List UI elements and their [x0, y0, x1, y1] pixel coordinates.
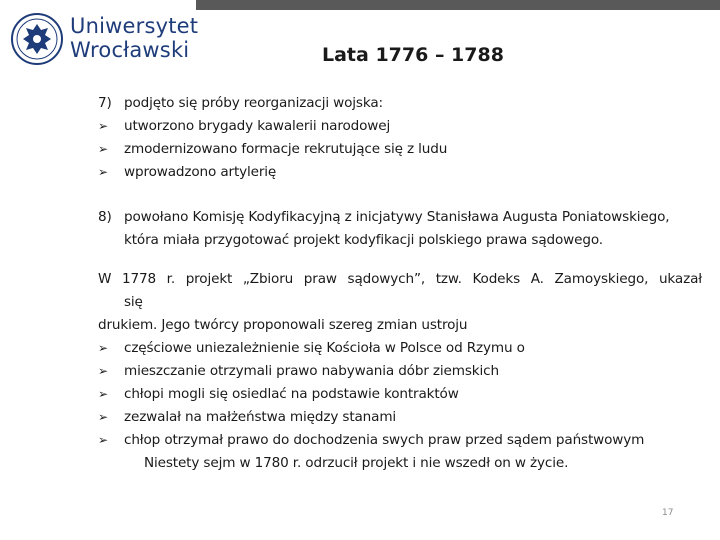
- intro-word: A.: [530, 271, 544, 287]
- section-7-heading: [98, 92, 702, 115]
- arrow-bullet-icon: ➢: [98, 387, 108, 401]
- slide-header: [0, 0, 720, 82]
- section-8: [98, 206, 702, 252]
- list-item: [98, 161, 702, 184]
- bullet-text: wprowadzono artylerię: [124, 164, 277, 180]
- list-item: [98, 138, 702, 161]
- intro-word: projekt: [185, 271, 233, 287]
- intro-word: W: [98, 271, 112, 287]
- section-7-text: podjęto się próby reorganizacji wojska:: [124, 95, 383, 111]
- arrow-bullet-icon: ➢: [98, 119, 108, 133]
- arrow-bullet-icon: ➢: [98, 433, 108, 447]
- intro-word: praw: [303, 271, 337, 287]
- slide-title: Lata 1776 – 1788: [322, 44, 504, 66]
- arrow-bullet-icon: ➢: [98, 165, 108, 179]
- bullet-text: mieszczanie otrzymali prawo nabywania dóbr ziemskich: [124, 363, 499, 379]
- bullet-text: zezwalał na małżeństwa między stanami: [124, 409, 397, 425]
- university-logo: [10, 12, 199, 66]
- bullet-text: utworzono brygady kawalerii narodowej: [124, 118, 391, 134]
- intro-word: 1778: [121, 271, 156, 287]
- bullet-text: częściowe uniezależnienie się Kościoła w Polsce od Rzymu o: [124, 340, 525, 356]
- intro-word: sądowych”,: [347, 271, 426, 287]
- bullet-text: zmodernizowano formacje rekrutujące się z ludu: [124, 141, 448, 157]
- logo-line-1: Uniwersytet: [70, 14, 199, 38]
- section-7-marker: 7): [98, 95, 112, 111]
- list-item: [98, 429, 702, 452]
- intro-word: Zamoyskiego,: [554, 271, 649, 287]
- closing-sentence: Niestety sejm w 1780 r. odrzucił projekt i nie wszedł on w życie.: [144, 455, 569, 471]
- arrow-bullet-icon: ➢: [98, 142, 108, 156]
- intro-word: „Zbioru: [242, 271, 294, 287]
- list-item: [98, 360, 702, 383]
- arrow-bullet-icon: ➢: [98, 410, 108, 424]
- intro-word: r.: [166, 271, 176, 287]
- arrow-bullet-icon: ➢: [98, 341, 108, 355]
- list-item: [98, 383, 702, 406]
- list-item: [98, 337, 702, 360]
- project-intro-line: [98, 268, 702, 291]
- intro-word: ukazał: [658, 271, 702, 287]
- intro-word: Kodeks: [472, 271, 521, 287]
- header-bar: [196, 0, 720, 10]
- university-seal-icon: [10, 12, 64, 66]
- list-item: [98, 115, 702, 138]
- section-8-text: powołano Komisję Kodyfikacyjną z inicjatywy Stanisława Augusta Poniatowskiego, która miała przygotować projekt kodyfikacji polskiego prawa sądowego.: [124, 209, 670, 248]
- section-8-marker: 8): [98, 209, 112, 225]
- logo-line-2: Wrocławski: [70, 38, 190, 62]
- page-number: 17: [662, 508, 674, 518]
- arrow-bullet-icon: ➢: [98, 364, 108, 378]
- bullet-text: chłopi mogli się osiedlać na podstawie kontraktów: [124, 386, 459, 402]
- bullet-text: chłop otrzymał prawo do dochodzenia swych praw przed sądem państwowym: [124, 432, 645, 448]
- slide-content: [98, 92, 702, 475]
- list-item: [98, 406, 702, 429]
- project-intro-continuation: się: [124, 294, 143, 310]
- project-intro-line-2: drukiem. Jego twórcy proponowali szereg zmian ustroju: [98, 317, 468, 333]
- intro-word: tzw.: [435, 271, 462, 287]
